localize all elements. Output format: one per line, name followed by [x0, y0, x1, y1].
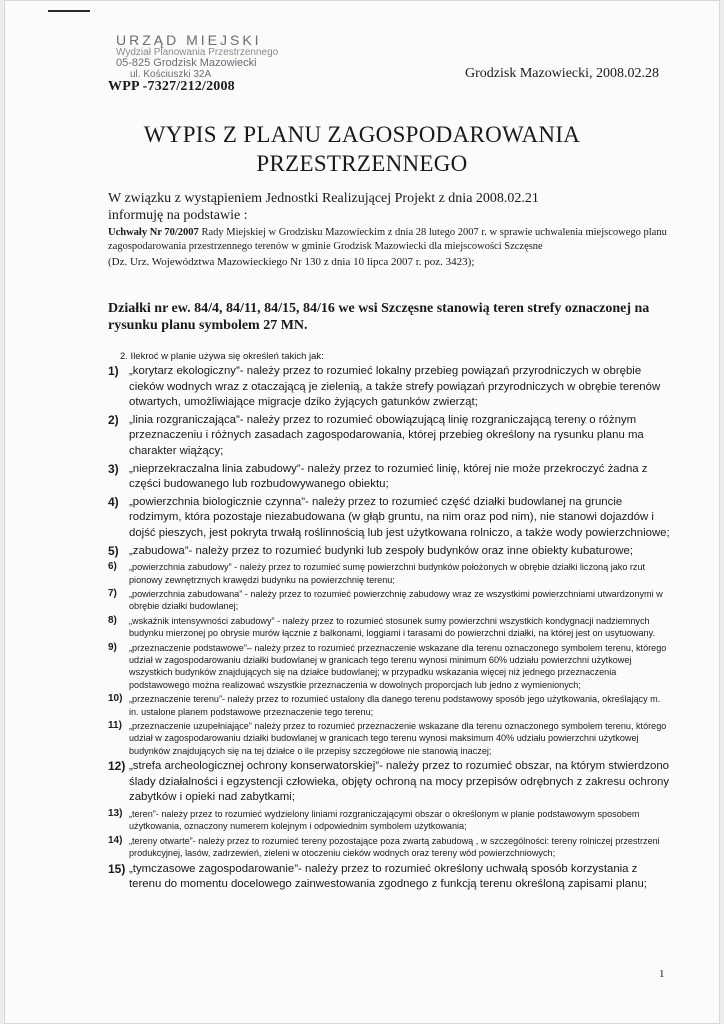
definition-item — [108, 561, 672, 586]
definition-text: „wskaźnik intensywności zabudowy” - należy przez to rozumieć stosunek sumy powierzchni wszystkich kondygnacji nadziemnych budynku mierzonej po obrysie murów łącznie z balkonami, loggiami i tarasami do powierzchni działki, na której jest on usytuowany. — [129, 615, 656, 639]
definition-number: 13) — [108, 808, 123, 819]
definition-item — [108, 588, 672, 613]
stamp-street: ul. Kościuszki 32A — [130, 68, 212, 80]
title-line-2: PRZESTRZENNEGO — [256, 151, 468, 176]
definition-number: 4) — [108, 494, 119, 509]
definition-number: 8) — [108, 614, 117, 626]
definition-text: „przeznaczenie podstawowe”– należy przez to rozumieć przeznaczenie wskazane dla terenu oznaczonego symbolem terenu, którego udział w zagospodarowaniu działki budowlanej w granicach tego terenu wynosi minimum 60% udziału powierzchni użytkowej wszystkich budynków znajdujących się na działce budowlanej; w przypadku wskazania więcej niż jednego przeznaczenia podstawowego można realizować wszystkie przeznaczenia w dowolnych proporcjach lub jedno z wymienionych; — [129, 642, 667, 690]
document-page — [4, 0, 720, 1024]
definition-text: „korytarz ekologiczny”- należy przez to rozumieć lokalny przebieg powiązań przyrodniczych w obrębie cieków wodnych wraz z otaczającą je zielenią, a także strefy powiązań przyrodniczych w obrębie terenów otwartych, umożliwiające migracje dziko żyjących gatunków zwierząt; — [129, 365, 661, 409]
definition-text: „strefa archeologicznej ochrony konserwatorskiej”- należy przez to rozumieć obszar, na którym stwierdzono ślady działalności i egzystencji człowieka, objęty ochroną na mocy przepisów odrębnych z zakresu ochrony zabytków i opieki nad zabytkami; — [129, 760, 670, 804]
definition-number: 1) — [108, 364, 119, 378]
definition-item — [108, 693, 672, 718]
page-number: 1 — [659, 968, 665, 980]
stamp-postal-city: 05-825 Grodzisk Mazowiecki — [116, 57, 257, 70]
definition-number: 10) — [108, 693, 123, 705]
office-stamp — [116, 33, 278, 80]
definition-text: „powierzchnia zabudowy” - należy przez to rozumieć sumę powierzchni budynków położonych w obrębie działki liczoną jako rzut pionowy zewnętrznych krawędzi budynku na powierzchnię terenu; — [129, 562, 646, 585]
definition-item — [108, 615, 672, 640]
stamp-department: Wydział Planowania Przestrzennego — [116, 46, 279, 58]
resolution-text: Rady Miejskiej w Grodzisku Mazowieckim z dnia 28 lutego 2007 r. w sprawie uchwalenia miejscowego planu zagospodarowania przestrzennego terenów w gminie Grodzisk Mazowiecki dla miejscowości Szczęsne — [108, 227, 667, 252]
definition-number: 6) — [108, 561, 117, 573]
definition-number: 12) — [108, 759, 126, 774]
definition-item — [108, 544, 672, 560]
definitions-heading: 2. Ilekroć w planie używa się określeń takich jak: — [120, 351, 324, 362]
reference-number: WPP -7327/212/2008 — [108, 79, 235, 94]
definition-number: 2) — [108, 412, 119, 427]
definition-text: „teren”- należy przez to rozumieć wydzielony liniami rozgraniczającymi obszar o określonym w planie podstawowym sposobem użytkowania, oznaczony numerem kolejnym i odpowiednim symbolem użytkowania; — [129, 809, 640, 832]
definition-item — [108, 808, 672, 833]
definition-number: 15) — [108, 861, 126, 876]
definitions-section — [108, 351, 672, 895]
definition-number: 7) — [108, 587, 117, 599]
pen-mark — [48, 10, 90, 12]
definition-item — [108, 364, 672, 411]
intro-line-2: informuję na podstawie : — [108, 208, 248, 223]
resolution-paragraph — [108, 226, 668, 254]
definition-item — [108, 862, 672, 893]
parcels-statement: Działki nr ew. 84/4, 84/11, 84/15, 84/16 we wsi Szczęsne stanowią teren strefy oznaczonej na rysunku planu symbolem 27 MN. — [108, 301, 650, 333]
definition-text: „przeznaczenie terenu”- należy przez to rozumieć ustalony dla danego terenu podstawowy sposób jego użytkowania, określający m. in. ustalone planem podstawowe przeznaczenie tego terenu; — [129, 694, 661, 717]
journal-reference: (Dz. Urz. Województwa Mazowieckiego Nr 130 z dnia 10 lipca 2007 r. poz. 3423); — [108, 256, 475, 268]
definition-item — [108, 462, 672, 493]
definition-text: „tereny otwarte”- należy przez to rozumieć tereny pozostające poza zwartą zabudową , w szczególności: tereny rolniczej przestrzeni produkcyjnej, lasów, zadrzewień, zieleni w otoczeniu cieków wodnych oraz tereny wód powierzchniowych; — [129, 835, 660, 859]
definition-number: 14) — [108, 834, 123, 846]
definition-item — [108, 495, 672, 542]
definition-text: „powierzchnia biologicznie czynna”- należy przez to rozumieć część działki budowlanej na gruncie rodzimym, która pozostaje niezabudowana (w głąb gruntu, na nim oraz pod nim), nie stanowi dojazdów i dojść pieszych, jest pokryta trwałą roślinnością lub jest użytkowana rolniczo, a także wody powierzchniowe; — [129, 495, 670, 539]
definition-text: „nieprzekraczalna linia zabudowy”- należy przez to rozumieć linię, której nie może przekroczyć żadna z części budowanego lub rozbudowywanego obiektu; — [129, 462, 648, 491]
document-title — [4, 120, 720, 178]
definition-text: „przeznaczenie uzupełniające” należy przez to rozumieć przeznaczenie wskazane dla terenu oznaczonego symbolem terenu, którego udział w zagospodarowaniu działki budowlanej w granicach tego terenu wynosi maksimum 40% udziału powierzchni użytkowej budynków znajdujących się na tej działce o ile przepisy szczegółowe nie stanowią inaczej; — [129, 721, 667, 756]
definition-item — [108, 413, 672, 460]
stamp-office-name: URZĄD MIEJSKI — [116, 32, 262, 48]
definition-number: 5) — [108, 543, 119, 558]
definition-item — [108, 720, 672, 757]
definition-text: „tymczasowe zagospodarowanie”- należy przez to rozumieć określony uchwałą sposób korzystania z terenu do momentu docelowego zainwestowania zgodnego z funkcją terenu określoną zapisami planu; — [129, 862, 647, 891]
resolution-ref: Uchwały Nr 70/2007 — [108, 227, 199, 238]
definition-item — [108, 835, 672, 860]
intro-line-1: W związku z wystąpieniem Jednostki Realizującej Projekt z dnia 2008.02.21 — [108, 191, 539, 206]
definition-number: 9) — [108, 641, 117, 653]
place-and-date: Grodzisk Mazowiecki, 2008.02.28 — [465, 66, 660, 81]
definition-number: 3) — [108, 461, 119, 476]
title-line-1: WYPIS Z PLANU ZAGOSPODAROWANIA — [143, 122, 581, 147]
intro-section — [108, 190, 668, 269]
definition-item — [108, 759, 672, 806]
definition-item — [108, 642, 672, 692]
definition-text: „powierzchnia zabudowana” - należy przez to rozumieć powierzchnię zabudowy wraz ze wszystkimi powierzchniami utwardzonymi w obrębie działki budowlanej; — [129, 588, 663, 612]
definition-number: 11) — [108, 720, 122, 731]
definition-text: „linia rozgraniczająca”- należy przez to rozumieć obowiązującą linię rozgraniczającą tereny o różnym przeznaczeniu i różnych zasadach zagospodarowania, której przebieg określony na rysunku planu ma charakter wiążący; — [129, 413, 644, 457]
definition-text: „zabudowa”- należy przez to rozumieć budynki lub zespoły budynków oraz inne obiekty kubaturowe; — [129, 544, 633, 557]
